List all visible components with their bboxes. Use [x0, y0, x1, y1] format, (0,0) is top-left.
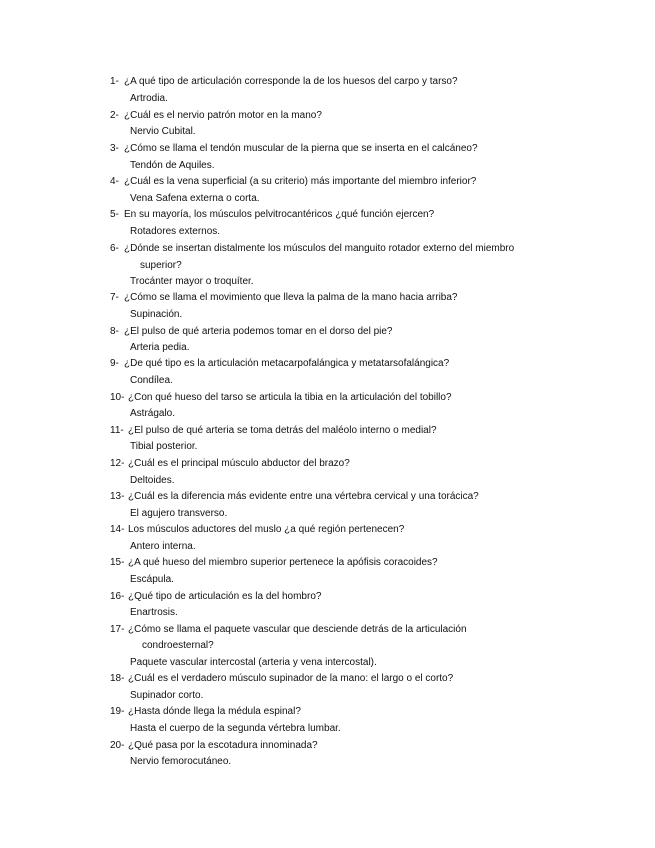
- question-text: ¿Cuál es el principal músculo abductor del brazo?: [128, 458, 350, 469]
- question-text: ¿El pulso de qué arteria se toma detrás del maléolo interno o medial?: [128, 425, 437, 436]
- answer-text: Trocánter mayor o troquíter.: [130, 276, 254, 287]
- answer-text: Vena Safena externa o corta.: [130, 193, 260, 204]
- question-text: ¿Cuál es la diferencia más evidente entre una vértebra cervical y una torácica?: [128, 491, 479, 502]
- answer-text: Tibial posterior.: [130, 441, 198, 452]
- answer-text: Tendón de Aquiles.: [130, 160, 215, 171]
- answer-text: Artrodia.: [130, 93, 168, 104]
- question-number: 13-: [110, 491, 125, 502]
- question-text: ¿Dónde se insertan distalmente los músculos del manguito rotador externo del miembro: [124, 243, 515, 254]
- question-number: 5-: [110, 209, 119, 220]
- question-number: 19-: [110, 706, 125, 717]
- question-text: ¿Qué tipo de articulación es la del hombro?: [128, 591, 322, 602]
- answer-text: Arteria pedia.: [130, 342, 190, 353]
- answer-text: Enartrosis.: [130, 607, 178, 618]
- question-number: 2-: [110, 110, 119, 121]
- answer-text: Supinación.: [130, 309, 183, 320]
- answer-text: Deltoides.: [130, 475, 175, 486]
- question-number: 7-: [110, 292, 119, 303]
- answer-text: Rotadores externos.: [130, 226, 221, 237]
- question-number: 17-: [110, 624, 125, 635]
- question-number: 9-: [110, 358, 119, 369]
- question-text: ¿El pulso de qué arteria podemos tomar en el dorso del pie?: [124, 326, 393, 337]
- answer-text: Escápula.: [130, 574, 174, 585]
- answer-text: Condílea.: [130, 375, 173, 386]
- question-text: ¿Cómo se llama el paquete vascular que desciende detrás de la articulación: [128, 624, 467, 635]
- question-text-continuation: condroesternal?: [142, 640, 214, 651]
- question-text: ¿Cómo se llama el movimiento que lleva la palma de la mano hacia arriba?: [124, 292, 458, 303]
- question-text: ¿A qué tipo de articulación corresponde la de los huesos del carpo y tarso?: [124, 76, 458, 87]
- question-number: 4-: [110, 176, 119, 187]
- question-number: 8-: [110, 326, 119, 337]
- question-text: ¿Cómo se llama el tendón muscular de la pierna que se inserta en el calcáneo?: [124, 143, 478, 154]
- answer-text: Hasta el cuerpo de la segunda vértebra lumbar.: [130, 723, 341, 734]
- question-text: ¿Cuál es el nervio patrón motor en la mano?: [124, 110, 322, 121]
- answer-text: Nervio Cubital.: [130, 126, 196, 137]
- question-text: ¿Qué pasa por la escotadura innominada?: [128, 740, 318, 751]
- question-number: 10-: [110, 392, 125, 403]
- question-text: En su mayoría, los músculos pelvitrocantéricos ¿qué función ejercen?: [124, 209, 435, 220]
- question-number: 20-: [110, 740, 125, 751]
- question-number: 14-: [110, 524, 125, 535]
- question-text: ¿De qué tipo es la articulación metacarpofalángica y metatarsofalángica?: [124, 358, 450, 369]
- question-text: Los músculos aductores del muslo ¿a qué región pertenecen?: [128, 524, 405, 535]
- question-number: 6-: [110, 243, 119, 254]
- question-number: 18-: [110, 673, 125, 684]
- question-text: ¿Cuál es la vena superficial (a su criterio) más importante del miembro inferior?: [124, 176, 477, 187]
- question-text: ¿Hasta dónde llega la médula espinal?: [128, 706, 301, 717]
- question-number: 12-: [110, 458, 125, 469]
- question-number: 3-: [110, 143, 119, 154]
- answer-text: Supinador corto.: [130, 690, 204, 701]
- answer-text: Astrágalo.: [130, 408, 176, 419]
- question-number: 15-: [110, 557, 125, 568]
- question-number: 1-: [110, 76, 119, 87]
- answer-text: Nervio femorocutáneo.: [130, 756, 232, 767]
- question-number: 16-: [110, 591, 125, 602]
- question-text: ¿Cuál es el verdadero músculo supinador de la mano: el largo o el corto?: [128, 673, 454, 684]
- answer-text: Paquete vascular intercostal (arteria y vena intercostal).: [130, 657, 377, 668]
- answer-text: Antero interna.: [130, 541, 196, 552]
- answer-text: El agujero transverso.: [130, 508, 228, 519]
- question-text-continuation: superior?: [140, 260, 182, 271]
- question-text: ¿Con qué hueso del tarso se articula la tibia en la articulación del tobillo?: [128, 392, 452, 403]
- question-number: 11-: [110, 425, 124, 436]
- question-text: ¿A qué hueso del miembro superior pertenece la apófisis coracoides?: [128, 557, 438, 568]
